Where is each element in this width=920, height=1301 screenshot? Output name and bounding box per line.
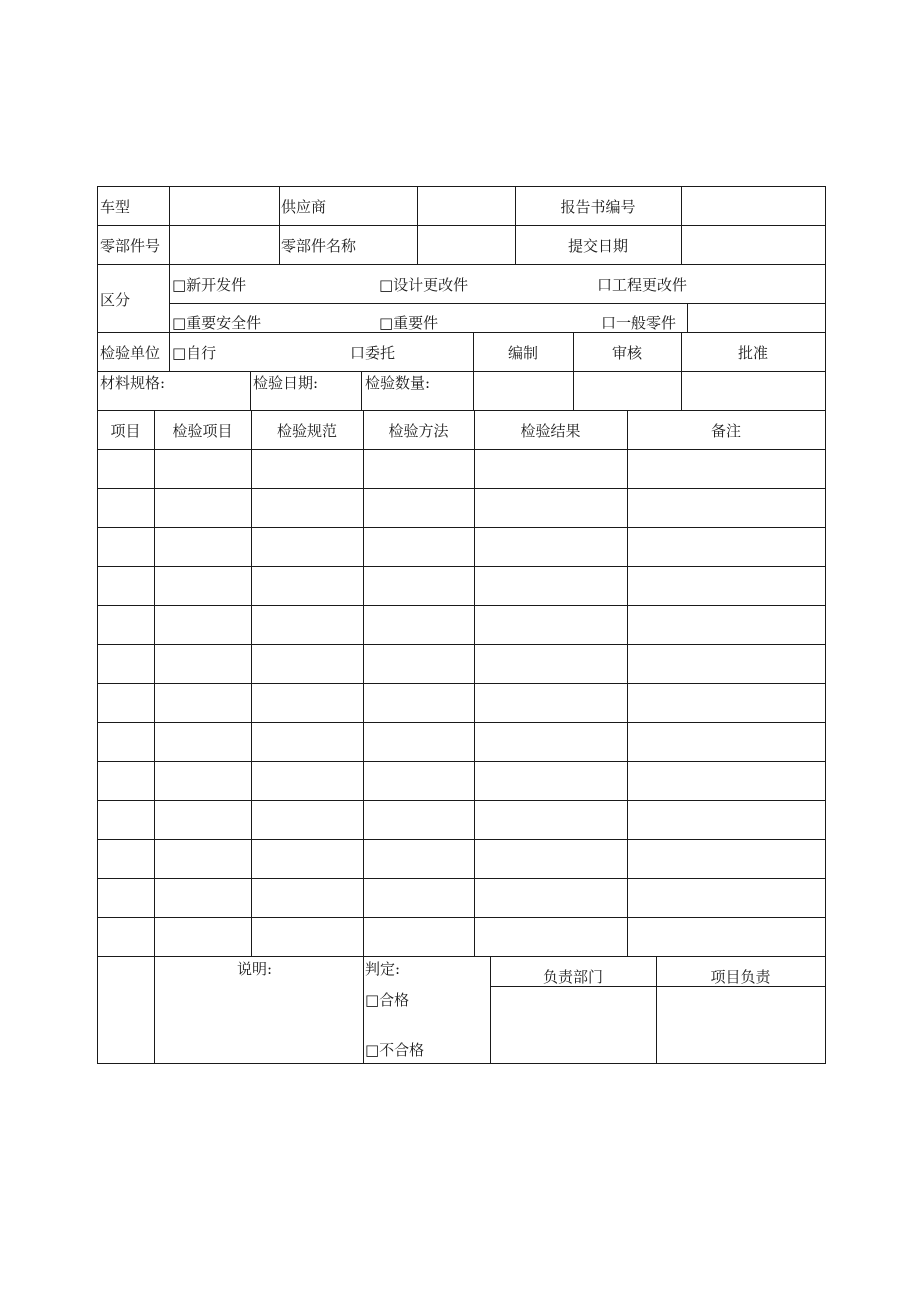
judgement-label: 判定: — [365, 960, 401, 978]
rule-vertical — [363, 410, 364, 957]
rule-horizontal — [97, 878, 826, 879]
responsible-department-label: 负责部门 — [542, 968, 603, 986]
rule-vertical — [169, 264, 170, 333]
rule-vertical — [97, 186, 98, 1064]
part-number-label: 零部件号 — [100, 237, 161, 255]
rule-horizontal — [97, 566, 826, 567]
rule-horizontal — [97, 449, 826, 450]
rule-vertical — [573, 371, 574, 411]
vehicle-type-label: 车型 — [100, 198, 131, 216]
rule-vertical — [473, 371, 474, 411]
reviewed-by-label: 审核 — [611, 344, 642, 362]
rule-vertical — [473, 332, 474, 372]
rule-vertical — [474, 410, 475, 957]
checkbox-fail[interactable]: □不合格 — [365, 1041, 425, 1059]
column-header-inspection-method: 检验方法 — [388, 422, 449, 440]
checkbox-key-part[interactable]: □重要件 — [379, 314, 439, 332]
rule-horizontal — [97, 225, 826, 226]
rule-vertical — [627, 410, 628, 957]
note-label: 说明: — [237, 960, 273, 978]
rule-horizontal — [97, 644, 826, 645]
column-header-inspection-standard: 检验规范 — [276, 422, 337, 440]
checkbox-engineering-change[interactable]: 口工程更改件 — [597, 276, 688, 294]
part-name-label: 零部件名称 — [281, 237, 357, 255]
column-header-remarks: 备注 — [710, 422, 741, 440]
rule-horizontal — [97, 264, 826, 265]
rule-horizontal — [97, 371, 826, 372]
rule-horizontal — [490, 986, 826, 987]
column-header-item: 项目 — [110, 422, 141, 440]
inspection-report-form — [97, 186, 825, 1063]
report-number-label: 报告书编号 — [560, 198, 636, 216]
rule-horizontal — [97, 1063, 826, 1064]
material-spec-label: 材料规格: — [100, 374, 166, 392]
rule-horizontal — [97, 527, 826, 528]
rule-vertical — [515, 186, 516, 265]
column-header-inspection-result: 检验结果 — [520, 422, 581, 440]
rule-vertical — [681, 186, 682, 265]
rule-vertical — [251, 410, 252, 957]
rule-vertical — [681, 371, 682, 411]
rule-vertical — [250, 371, 251, 411]
rule-horizontal — [169, 303, 826, 304]
checkbox-key-safety-part[interactable]: □重要安全件 — [172, 314, 262, 332]
rule-horizontal — [97, 956, 826, 957]
rule-vertical — [687, 303, 688, 333]
compiled-by-label: 编制 — [507, 344, 538, 362]
rule-vertical — [169, 332, 170, 372]
rule-vertical — [154, 410, 155, 957]
inspection-date-label: 检验日期: — [253, 374, 319, 392]
column-header-inspection-item: 检验项目 — [172, 422, 233, 440]
rule-vertical — [573, 332, 574, 372]
rule-vertical — [825, 186, 826, 1064]
rule-horizontal — [97, 683, 826, 684]
rule-vertical — [363, 956, 364, 1064]
category-label: 区分 — [100, 291, 131, 309]
project-lead-label: 项目负责 — [710, 968, 771, 986]
submit-date-label: 提交日期 — [567, 237, 628, 255]
checkbox-entrusted-inspection[interactable]: 口委托 — [350, 344, 396, 362]
rule-horizontal — [97, 488, 826, 489]
checkbox-pass[interactable]: □合格 — [365, 991, 410, 1009]
rule-horizontal — [97, 722, 826, 723]
checkbox-general-part[interactable]: 口一般零件 — [601, 314, 677, 332]
checkbox-self-inspection[interactable]: □自行 — [172, 344, 217, 362]
rule-horizontal — [97, 800, 826, 801]
rule-horizontal — [97, 917, 826, 918]
rule-vertical — [490, 956, 491, 1064]
checkbox-new-development[interactable]: □新开发件 — [172, 276, 247, 294]
inspection-unit-label: 检验单位 — [100, 344, 161, 362]
rule-vertical — [417, 186, 418, 265]
rule-horizontal — [97, 761, 826, 762]
rule-horizontal — [97, 410, 826, 411]
rule-vertical — [169, 186, 170, 265]
rule-vertical — [656, 956, 657, 1064]
checkbox-design-change[interactable]: □设计更改件 — [379, 276, 469, 294]
inspection-quantity-label: 检验数量: — [365, 374, 431, 392]
rule-horizontal — [97, 186, 826, 187]
supplier-label: 供应商 — [281, 198, 327, 216]
rule-vertical — [279, 186, 280, 265]
rule-vertical — [154, 956, 155, 1064]
approved-by-label: 批准 — [737, 344, 768, 362]
rule-horizontal — [97, 605, 826, 606]
rule-horizontal — [97, 332, 826, 333]
rule-horizontal — [97, 839, 826, 840]
rule-vertical — [681, 332, 682, 372]
rule-vertical — [361, 371, 362, 411]
